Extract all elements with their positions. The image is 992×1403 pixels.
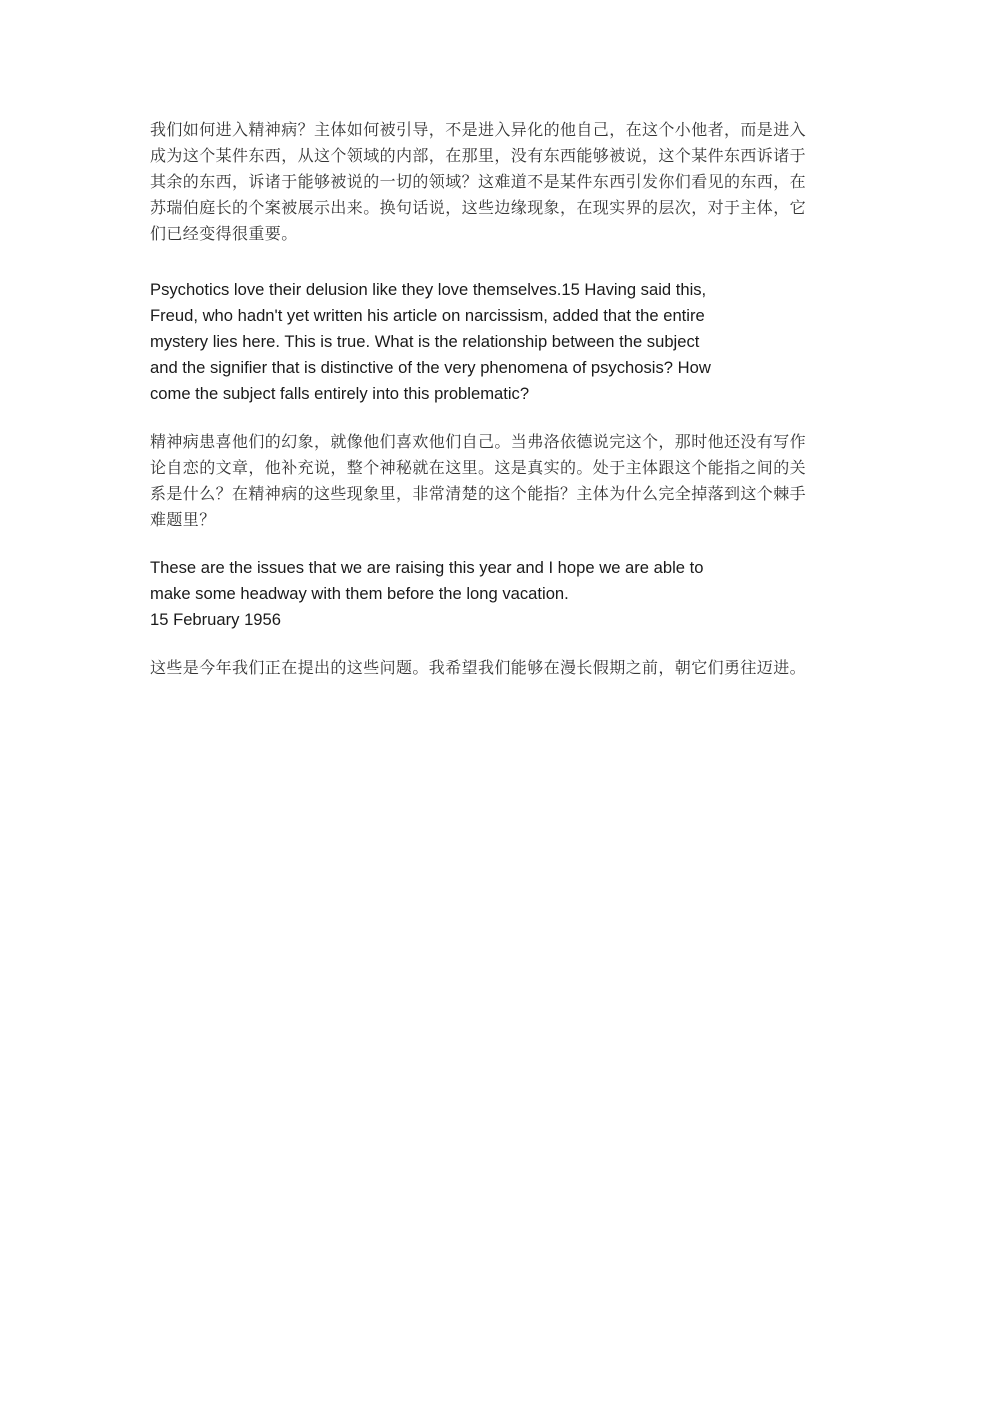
text-line: 成为这个某件东西，从这个领域的内部，在那里，没有东西能够被说，这个某件东西诉诸于 xyxy=(150,146,807,165)
paragraph-gap xyxy=(150,533,850,555)
text-line: 难题里？ xyxy=(150,510,216,529)
document-page xyxy=(150,117,850,681)
paragraph-gap xyxy=(150,407,850,429)
text-line: come the subject falls entirely into this problematic? xyxy=(150,384,530,403)
paragraph-gap xyxy=(150,247,850,277)
text-line: Psychotics love their delusion like they love themselves.15 Having said this, xyxy=(150,280,707,299)
text-line: 苏瑞伯庭长的个案被展示出来。换句话说，这些边缘现象，在现实界的层次，对于主体，它 xyxy=(150,198,807,217)
paragraph-zh-2 xyxy=(150,429,850,533)
text-line: and the signifier that is distinctive of the very phenomena of psychosis? How xyxy=(150,358,711,377)
text-line: 们已经变得很重要。 xyxy=(150,224,298,243)
paragraph-zh-3 xyxy=(150,655,850,681)
text-line: 精神病患喜他们的幻象，就像他们喜欢他们自己。当弗洛依德说完这个，那时他还没有写作 xyxy=(150,432,807,451)
text-line: 系是什么？在精神病的这些现象里，非常清楚的这个能指？主体为什么完全掉落到这个棘手 xyxy=(150,484,807,503)
text-line: 论自恋的文章，他补充说，整个神秘就在这里。这是真实的。处于主体跟这个能指之间的关 xyxy=(150,458,807,477)
paragraph-zh-1 xyxy=(150,117,850,247)
text-line: 这些是今年我们正在提出的这些问题。我希望我们能够在漫长假期之前，朝它们勇往迈进。 xyxy=(150,658,807,677)
text-line: mystery lies here. This is true. What is the relationship between the subject xyxy=(150,332,700,351)
text-line: make some headway with them before the long vacation. xyxy=(150,584,569,603)
paragraph-en-2 xyxy=(150,555,850,633)
date-line: 15 February 1956 xyxy=(150,610,281,629)
paragraph-gap xyxy=(150,633,850,655)
paragraph-en-1 xyxy=(150,277,850,407)
text-line: These are the issues that we are raising this year and I hope we are able to xyxy=(150,558,704,577)
text-line: Freud, who hadn't yet written his article on narcissism, added that the entire xyxy=(150,306,705,325)
text-line: 我们如何进入精神病？主体如何被引导，不是进入异化的他自己，在这个小他者，而是进入 xyxy=(150,120,807,139)
text-line: 其余的东西，诉诸于能够被说的一切的领域？这难道不是某件东西引发你们看见的东西，在 xyxy=(150,172,807,191)
